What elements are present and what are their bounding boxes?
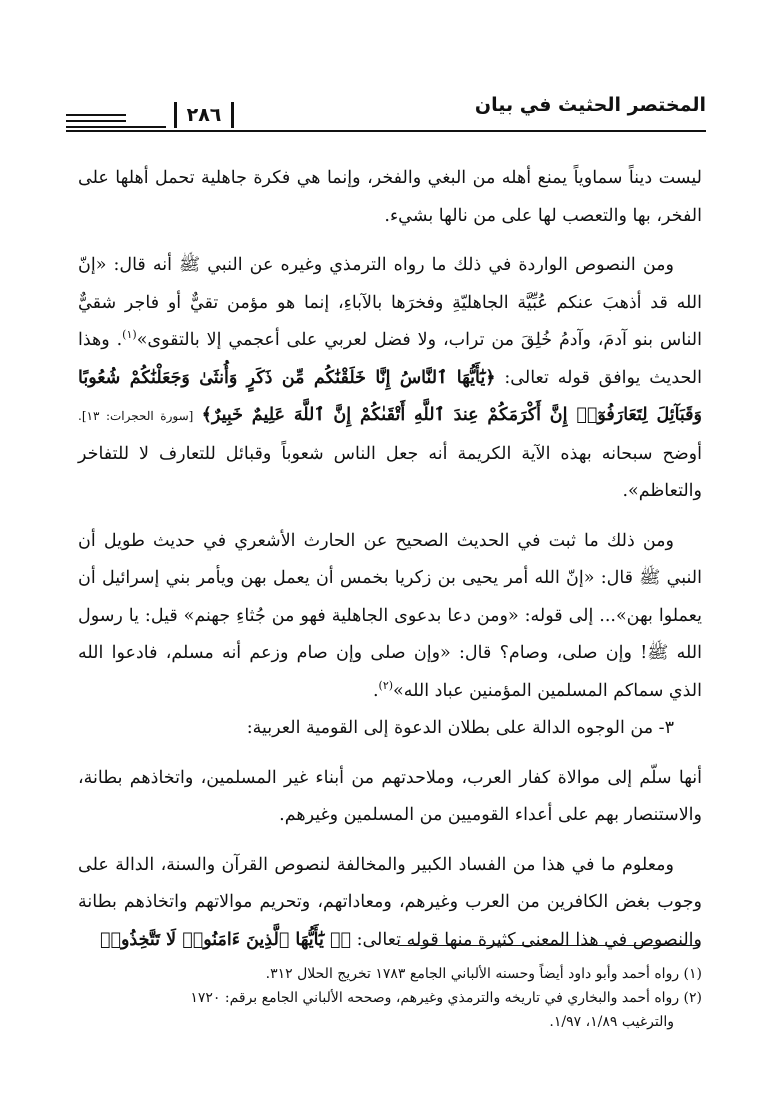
hadith-text: ومن النصوص الواردة في ذلك ما رواه الترمذي وغيره عن النبي ﷺ أنه قال: «إنّ الله قد أذهبَ عنكم عُبِّيَّة الجاهليّةِ وفخرَها بالآباءِ، إنما هو مؤمن تقيٌّ أو فاجر شقيٌّ الناس بنو آدمَ، وآدمُ خُلِقَ من تراب، ولا فضل لعربي على أعجمي إلا بالتقوى» xyxy=(78,255,702,350)
paragraph-2 xyxy=(78,247,702,511)
header-ornament-rule xyxy=(66,120,126,122)
header-title: المختصر الحثيث في بيان xyxy=(474,94,706,116)
footnote-ref-2: (٢) xyxy=(378,678,394,692)
paragraph-6 xyxy=(78,847,702,960)
footnote-2: (٢) رواه أحمد والبخاري في تاريخه والترمذي وغيرهم، وصححه الألباني الجامع برقم: ١٧٢٠ xyxy=(190,990,702,1006)
surah-reference: [سورة الحجرات: ١٣]. xyxy=(78,409,194,423)
hadith-text: ومن ذلك ما ثبت في الحديث الصحيح عن الحارث الأشعري في حديث طويل أن النبي ﷺ قال: «إنّ الله أمر يحيى بن زكريا بخمس أن يعمل بهن ويأمر بني إسرائيل أن يعملوا بهن»... إلى قوله: «ومن دعا بدعوى الجاهلية فهو من جُثاءِ جهنم» قيل: يا رسول الله ﷺ! وإن صلى، وصام؟ قال: «وإن صلى وإن صام وزعم أنه مسلم، فادعوا الله الذي سماكم المسلمين المؤمنين عباد الله» xyxy=(78,530,702,701)
footnote-ref-1: (١) xyxy=(122,328,137,342)
page-number: ٢٨٦ xyxy=(174,102,234,128)
page-number-block xyxy=(66,92,256,132)
paragraph-5: أنها سلّم إلى موالاة كفار العرب، وملاحدتهم من أبناء غير المسلمين، واتخاذهم بطانة، والاستنصار بهم على أعداء القوميين من المسلمين وغيرهم. xyxy=(78,767,702,825)
paragraph-4: ٣- من الوجوه الدالة على بطلان الدعوة إلى القومية العربية: xyxy=(246,718,674,738)
quran-verse: ﴿۞ يَٰٓأَيُّهَا ٱلَّذِينَ ءَامَنُوا۟ لَا تَتَّخِذُوا۟ xyxy=(99,929,351,950)
quran-verse: ﴿يَٰٓأَيُّهَا ٱلنَّاسُ إِنَّا خَلَقْنَٰكُم مِّن ذَكَرٍ وَأُنثَىٰ وَجَعَلْنَٰكُمْ شُعُوبًا وَقَبَآئِلَ لِتَعَارَفُوٓا۟ إِنَّ أَكْرَمَكُمْ عِندَ ٱللَّهِ أَتْقَىٰكُمْ إِنَّ ٱللَّهَ عَلِيمٌ خَبِيرٌ﴾ xyxy=(78,367,702,425)
paragraph-2-end: أوضح سبحانه بهذه الآية الكريمة أنه جعل الناس شعوباً وقبائل للتعارف لا للتفاخر والتعاظم». xyxy=(78,443,702,501)
page-number-underline xyxy=(66,130,256,132)
main-text xyxy=(78,160,702,959)
header-ornament-rule xyxy=(66,126,166,128)
running-header xyxy=(66,92,706,134)
footnotes xyxy=(78,962,702,1034)
paragraph-2-mid: . وهذا الحديث يوافق قوله تعالى: xyxy=(78,330,702,388)
paragraph-3 xyxy=(78,523,702,711)
footnote-1: (١) رواه أحمد وأبو داود أيضاً وحسنه الألباني الجامع ١٧٨٣ تخريج الحلال ٣١٢. xyxy=(265,966,702,982)
header-rule xyxy=(256,130,706,132)
footnote-2-continuation: والترغيب ١/٨٩، ١/٩٧. xyxy=(549,1014,674,1030)
paragraph-1: ليست ديناً سماوياً يمنع أهله من البغي والفخر، وإنما هي فكرة جاهلية تحمل أهلها على الفخر، بها والتعصب لها على من نالها بشيء. xyxy=(78,168,702,226)
footnote-separator xyxy=(398,945,700,946)
paragraph-3-end: . xyxy=(372,680,379,701)
paragraph-6-text: ومعلوم ما في هذا من الفساد الكبير والمخالفة لنصوص القرآن والسنة، الدالة على وجوب بغض الكافرين من العرب وغيرهم، ومعاداتهم، وتحريم موالاتهم واتخاذهم بطانة والنصوص في هذا المعنى كثيرة منها قوله تعالى: xyxy=(78,854,702,950)
header-ornament-rule xyxy=(66,114,126,116)
